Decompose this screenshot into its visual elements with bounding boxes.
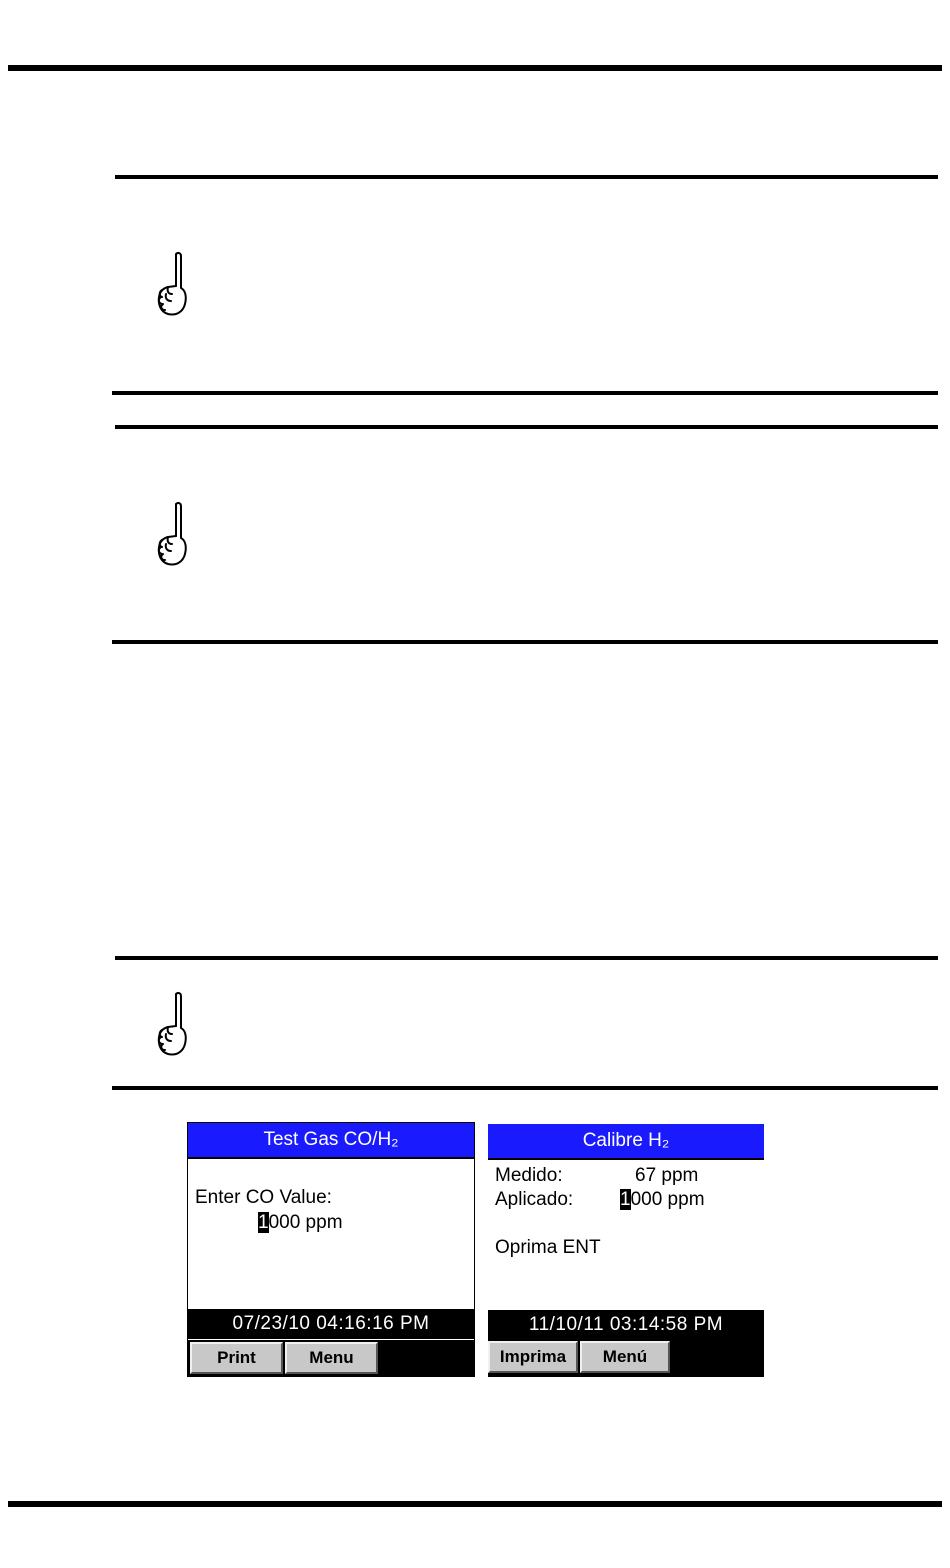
datetime-bar: 07/23/10 04:16:16 PM xyxy=(188,1309,474,1339)
note-1-top-rule xyxy=(115,175,938,179)
print-button[interactable]: Imprima xyxy=(488,1341,578,1373)
note-1-bottom-rule xyxy=(112,391,938,395)
pointing-hand-icon xyxy=(154,500,194,570)
measured-value: 67 ppm xyxy=(635,1165,699,1186)
note-3-bottom-rule xyxy=(112,1086,938,1090)
screen-calibre xyxy=(488,1124,764,1377)
screen-title: Calibre H₂ xyxy=(488,1124,764,1160)
press-ent-prompt: Oprima ENT xyxy=(495,1237,601,1258)
note-2-top-rule xyxy=(115,425,938,429)
note-2-bottom-rule xyxy=(112,640,938,644)
applied-label: Aplicado: xyxy=(495,1189,574,1210)
footer-rule xyxy=(8,1501,942,1507)
enter-co-label: Enter CO Value: xyxy=(195,1187,332,1208)
edit-cursor: 1 xyxy=(258,1212,269,1233)
pointing-hand-icon xyxy=(154,990,194,1060)
note-3-top-rule xyxy=(115,956,938,960)
softkey-bar xyxy=(488,1339,764,1377)
applied-value-rest: 000 ppm xyxy=(630,1189,705,1210)
co-value-rest: 000 ppm xyxy=(268,1212,343,1233)
softkey-bar xyxy=(188,1340,474,1376)
header-rule xyxy=(8,65,942,71)
pointing-hand-icon xyxy=(154,250,194,320)
measured-label: Medido: xyxy=(495,1165,563,1186)
menu-button[interactable]: Menu xyxy=(285,1342,378,1374)
co-value-field[interactable] xyxy=(258,1211,343,1235)
screen-test-gas xyxy=(187,1122,475,1377)
print-button[interactable]: Print xyxy=(190,1342,283,1374)
menu-button[interactable]: Menú xyxy=(580,1341,670,1373)
screen-title: Test Gas CO/H₂ xyxy=(188,1123,474,1159)
edit-cursor: 1 xyxy=(620,1189,631,1210)
datetime-bar: 11/10/11 03:14:58 PM xyxy=(488,1310,764,1340)
applied-value-field[interactable] xyxy=(620,1188,705,1212)
